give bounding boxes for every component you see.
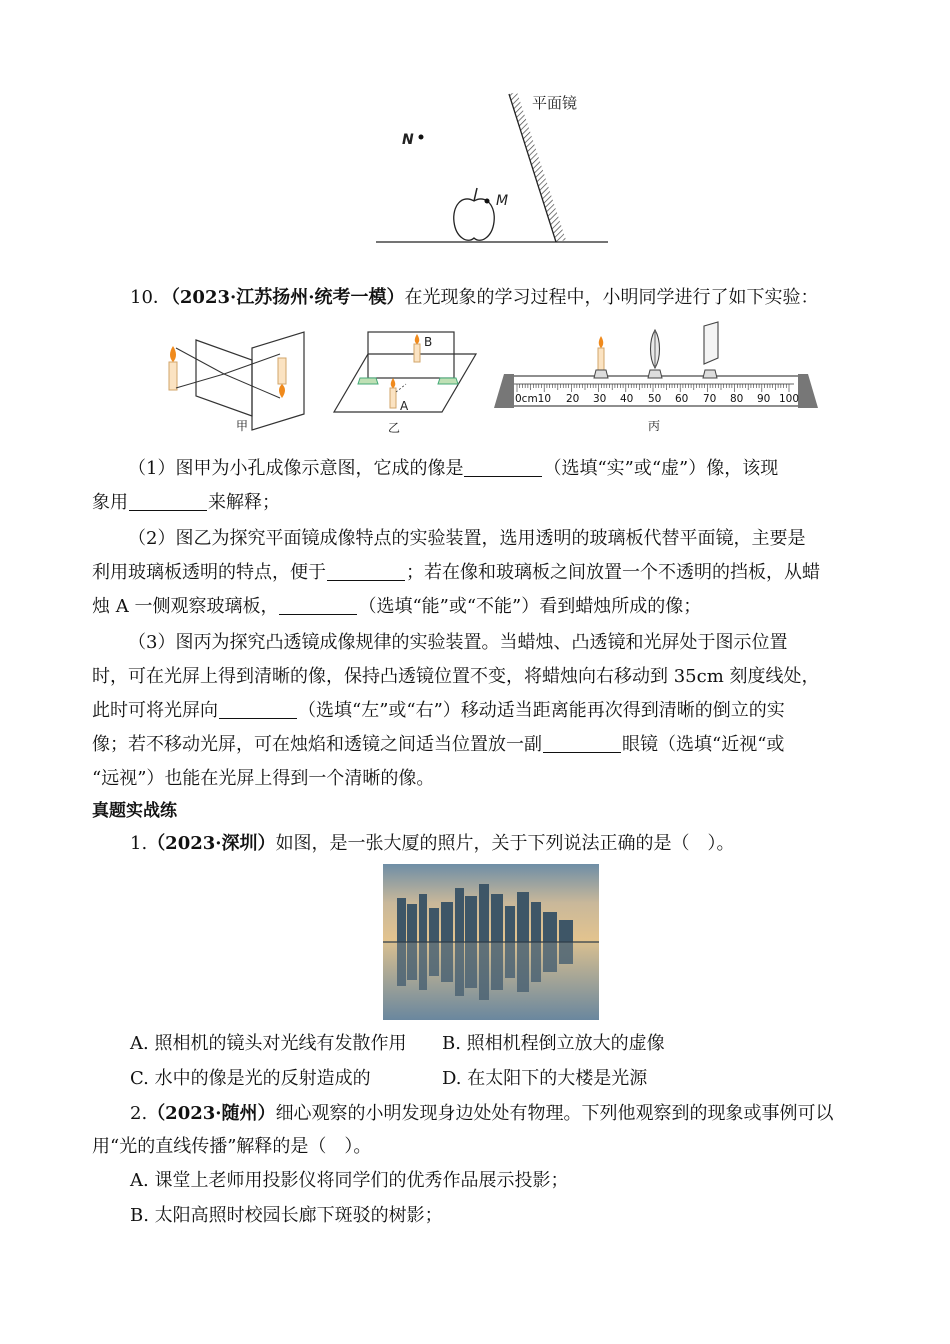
q10-p2-line2: 利用玻璃板透明的特点，便于 ；若在像和玻璃板之间放置一个不透明的挡板，从蜡 <box>92 562 820 583</box>
ruler-tick-label: 80 <box>730 393 744 405</box>
q1-option-b[interactable]: B. 照相机程倒立放大的虚像 <box>442 1033 665 1054</box>
q2-option-b[interactable]: B. 太阳高照时校园长廊下斑驳的树影； <box>130 1205 443 1226</box>
q10-p3-line1: （3）图丙为探究凸透镜成像规律的实验装置。当蜡烛、凸透镜和光屏处于图示位置 <box>128 632 788 653</box>
fig-jia-label: 甲 <box>236 419 249 433</box>
ruler-tick-label: 30 <box>593 393 607 405</box>
inverted-image <box>278 358 286 384</box>
point-b-label: B <box>424 335 433 349</box>
candle-jia <box>169 362 177 390</box>
mirror-apple-figure <box>370 88 615 248</box>
answer-blank[interactable] <box>129 492 207 511</box>
point-a-label: A <box>400 399 409 413</box>
ruler-tick-label: 50 <box>648 393 662 405</box>
answer-blank[interactable] <box>327 562 405 581</box>
q10-source: （2023·江苏扬州·统考一模） <box>170 287 405 308</box>
figure-jia-pinhole <box>160 318 310 436</box>
q10-p3-line3: 此时可将光屏向 （选填“左”或“右”）移动适当距离能再次得到清晰的倒立的实 <box>92 700 785 721</box>
point-m-label: M <box>496 193 509 209</box>
q10-stem: 在光现象的学习过程中，小明同学进行了如下实验： <box>404 287 819 308</box>
ruler-tick-label: 70 <box>703 393 717 405</box>
fig-yi-label: 乙 <box>388 421 401 434</box>
q10-p2-line3: 烛 A 一侧观察玻璃板， （选填“能”或“不能”）看到蜡烛所成的像； <box>92 596 702 617</box>
q2-option-a[interactable]: A. 课堂上老师用投影仪将同学们的优秀作品展示投影； <box>130 1170 569 1191</box>
q2-header: 2.（2023·随州）细心观察的小明发现身边处处有物理。下列他观察到的现象或事例可以 <box>130 1103 834 1124</box>
figure-bing-optical-bench <box>490 318 820 436</box>
answer-blank[interactable] <box>464 458 542 477</box>
q1-option-a[interactable]: A. 照相机的镜头对光线有发散作用 <box>130 1033 407 1054</box>
figure-yi-mirror-setup <box>330 322 480 434</box>
q10-p1-line2: 象用 来解释； <box>92 492 280 513</box>
q10-p3-line5: “远视”）也能在光屏上得到一个清晰的像。 <box>92 768 435 789</box>
ruler-tick-label: 60 <box>675 393 689 405</box>
pinhole-board <box>196 340 252 416</box>
answer-blank[interactable] <box>543 734 621 753</box>
q10-header <box>130 285 819 311</box>
candle-b <box>414 344 420 362</box>
point-n <box>419 135 424 140</box>
mirror-label: 平面镜 <box>532 94 578 112</box>
q10-p2-line1: （2）图乙为探究平面镜成像特点的实验装置，选用透明的玻璃板代替平面镜，主要是 <box>128 528 806 549</box>
fig-bing-label: 丙 <box>648 419 661 433</box>
skyline-photo <box>383 864 599 1020</box>
apple-icon <box>454 199 495 240</box>
candle-bing <box>598 348 604 370</box>
ruler-tick-label: 0cm10 <box>515 393 552 405</box>
plane-mirror <box>509 92 566 242</box>
flame-icon <box>170 346 176 362</box>
q1-option-c[interactable]: C. 水中的像是光的反射造成的 <box>130 1068 371 1089</box>
answer-blank[interactable] <box>219 700 297 719</box>
q10-p1-line1: （1）图甲为小孔成像示意图，它成的像是 （选填“实”或“虚”）像，该现 <box>128 458 779 479</box>
candle-a <box>390 388 396 408</box>
section-title: 真题实战练 <box>92 801 177 821</box>
light-screen <box>704 322 718 364</box>
point-m <box>485 199 490 204</box>
ruler-tick-label: 90 <box>757 393 771 405</box>
q1-option-d[interactable]: D. 在太阳下的大楼是光源 <box>442 1068 648 1089</box>
q1-header: 1.（2023·深圳）如图，是一张大厦的照片，关于下列说法正确的是（ ）。 <box>130 833 735 854</box>
q10-p3-line2: 时，可在光屏上得到清晰的像，保持凸透镜位置不变，将蜡烛向右移动到 35cm 刻度线处， <box>92 666 820 687</box>
answer-blank[interactable] <box>279 596 357 615</box>
q10-p3-line4: 像；若不移动光屏，可在烛焰和透镜之间适当位置放一副 眼镜（选填“近视“或 <box>92 734 785 755</box>
q10-number: 10． <box>130 287 171 308</box>
glass-plate <box>368 332 454 378</box>
ruler-tick-label: 20 <box>566 393 580 405</box>
point-n-label: N <box>402 132 414 148</box>
q2-stem-line2: 用“光的直线传播”解释的是（ ）。 <box>92 1136 372 1157</box>
ruler-tick-label: 100 <box>779 393 800 405</box>
ruler-tick-label: 40 <box>620 393 634 405</box>
